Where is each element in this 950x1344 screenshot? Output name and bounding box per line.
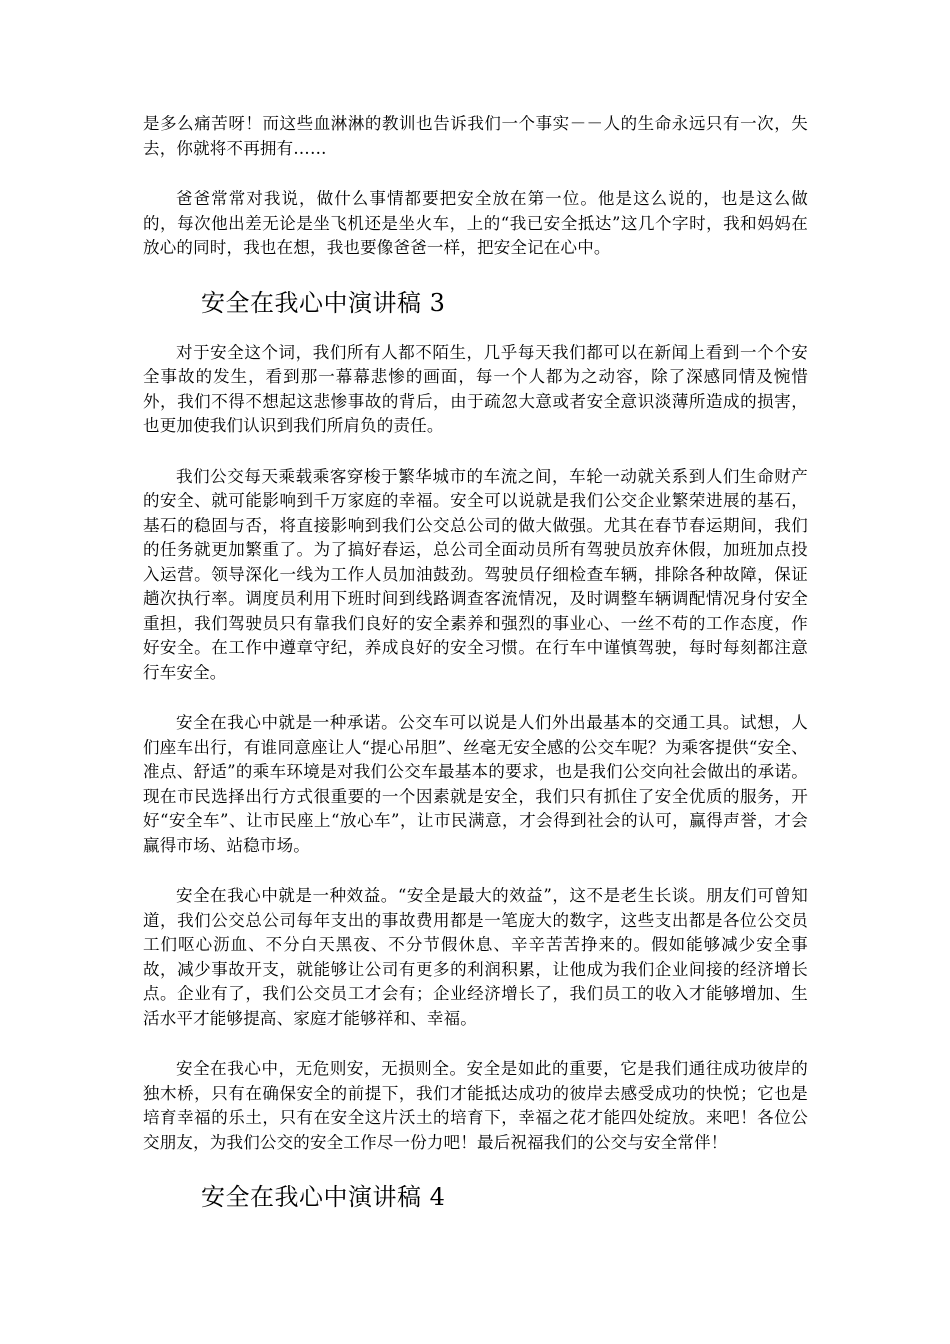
section3-paragraph-5: 安全在我心中，无危则安，无损则全。安全是如此的重要，它是我们通往成功彼岸的独木桥，只有在确保安全的前提下，我们才能抵达成功的彼岸去感受成功的快悦；它也是培育幸福的乐土，只有在安全这片沃土的培育下，幸福之花才能四处绽放。来吧！各位公交朋友，为我们公交的安全工作尽一份力吧！最后祝福我们的公交与安全常伴！ (143, 1059, 808, 1152)
document-page (143, 112, 808, 1235)
section-heading-4: 安全在我心中演讲稿 4 (201, 1183, 446, 1211)
section3-paragraph-2: 我们公交每天乘载乘客穿梭于繁华城市的车流之间，车轮一动就关系到人们生命财产的安全、就可能影响到千万家庭的幸福。安全可以说就是我们公交企业繁荣进展的基石，基石的稳固与否，将直接影响到我们公交总公司的做大做强。尤其在春节春运期间，我们的任务就更加繁重了。为了搞好春运，总公司全面动员所有驾驶员放弃休假，加班加点投入运营。领导深化一线为工作人员加油鼓劲。驾驶员仔细检查车辆，排除各种故障，保证趟次执行率。调度员利用下班时间到线路调查客流情况，及时调整车辆调配情况身付安全重担，我们驾驶员只有靠我们良好的安全素养和强烈的事业心、一丝不苟的工作态度，作好安全。在工作中遵章守纪，养成良好的安全习惯。在行车中谨慎驾驶，每时每刻都注意行车安全。 (143, 466, 808, 682)
section3-paragraph-4: 安全在我心中就是一种效益。“安全是最大的效益”，这不是老生长谈。朋友们可曾知道，我们公交总公司每年支出的事故费用都是一笔庞大的数字，这些支出都是各位公交员工们呕心沥血、不分白天黑夜、不分节假休息、辛辛苦苦挣来的。假如能够减少安全事故，减少事故开支，就能够让公司有更多的利润积累，让他成为我们企业间接的经济增长点。企业有了，我们公交员工才会有；企业经济增长了，我们员工的收入才能够增加、生活水平才能够提高、家庭才能够祥和、幸福。 (143, 886, 808, 1028)
section3-paragraph-1: 对于安全这个词，我们所有人都不陌生，几乎每天我们都可以在新闻上看到一个个安全事故的发生，看到那一幕幕悲惨的画面，每一个人都为之动容，除了深感同情及惋惜外，我们不得不想起这悲惨事故的背后，由于疏忽大意或者安全意识淡薄所造成的损害，也更加使我们认识到我们所肩负的责任。 (143, 342, 808, 435)
paragraph-intro: 是多么痛苦呀！而这些血淋淋的教训也告诉我们一个事实－－人的生命永远只有一次，失去，你就将不再拥有…… (143, 114, 808, 158)
section3-paragraph-3: 安全在我心中就是一种承诺。公交车可以说是人们外出最基本的交通工具。试想，人们座车出行，有谁同意座让人“提心吊胆”、丝毫无安全感的公交车呢？为乘客提供“安全、准点、舒适”的乘车环境是对我们公交车最基本的要求，也是我们公交向社会做出的承诺。现在市民选择出行方式很重要的一个因素就是安全，我们只有抓住了安全优质的服务，开好“安全车”、让市民座上“放心车”，让市民满意，才会得到社会的认可，赢得声誉，才会赢得市场、站稳市场。 (143, 713, 808, 855)
paragraph-father: 爸爸常常对我说，做什么事情都要把安全放在第一位。他是这么说的，也是这么做的，每次他出差无论是坐飞机还是坐火车，上的“我已安全抵达”这几个字时，我和妈妈在放心的同时，我也在想，我也要像爸爸一样，把安全记在心中。 (143, 189, 808, 257)
section-heading-3: 安全在我心中演讲稿 3 (201, 288, 446, 317)
